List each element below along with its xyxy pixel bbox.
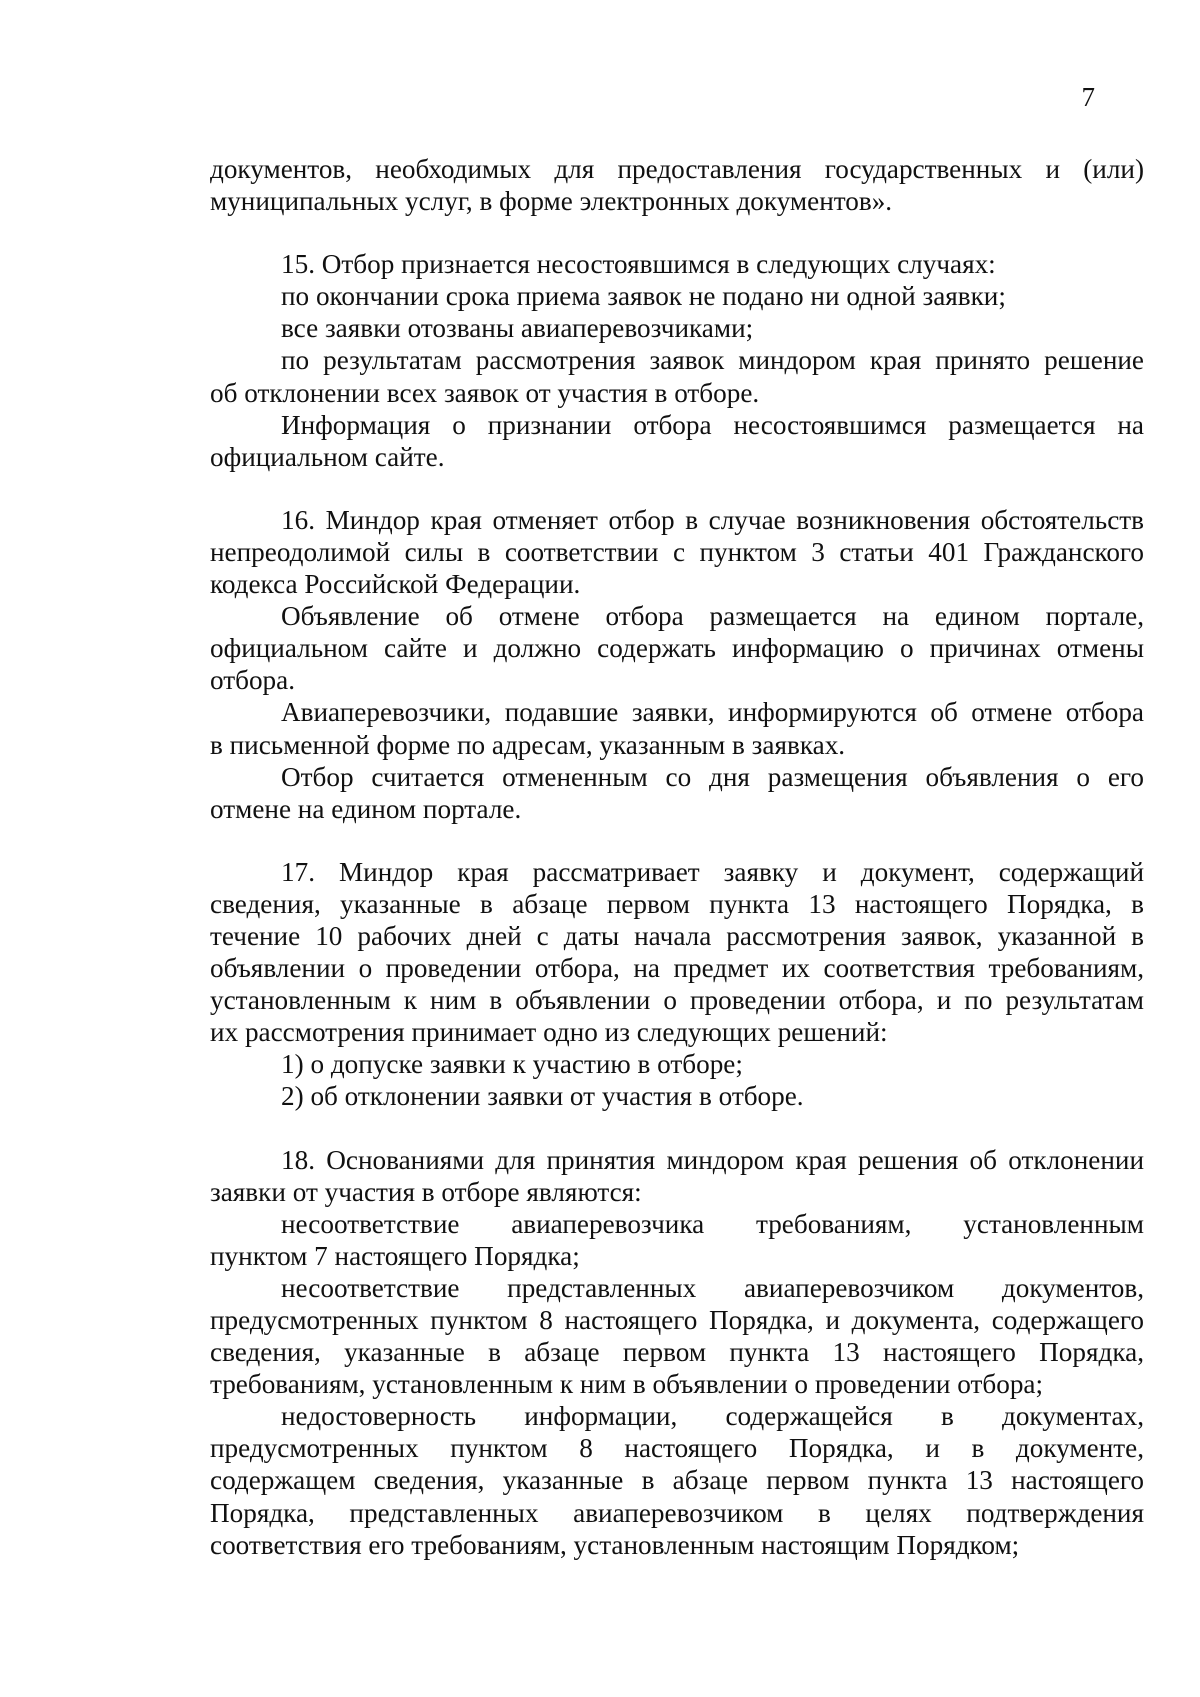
paragraph — [210, 504, 1144, 600]
text-line: 1) о допуске заявки к участию в отборе; — [281, 1049, 743, 1080]
text-line: отбора. — [210, 665, 296, 696]
text-line: несоответствие представленных авиаперевозчиком документов, — [281, 1272, 1144, 1303]
paragraph — [210, 600, 1144, 696]
text-line: Объявление об отмене отбора размещается на едином портале, — [281, 601, 1144, 632]
paragraph — [210, 1400, 1144, 1560]
paragraph — [210, 856, 1144, 1049]
text-line: официальном сайте и должно содержать информацию о причинах отмены — [210, 633, 1144, 664]
text-line: 15. Отбор признается несостоявшимся в следующих случаях: — [281, 249, 996, 280]
text-line: отмене на едином портале. — [210, 793, 522, 824]
text-line: по результатам рассмотрения заявок миндором края принято решение — [281, 345, 1144, 376]
text-line: официальном сайте. — [210, 441, 445, 472]
section-item15 — [210, 248, 1144, 473]
paragraph — [210, 312, 1144, 344]
paragraph — [210, 153, 1144, 217]
text-line: 16. Миндор края отменяет отбор в случае возникновения обстоятельств — [281, 504, 1144, 535]
section-item16 — [210, 504, 1144, 825]
text-line: пунктом 7 настоящего Порядка; — [210, 1240, 580, 1271]
text-line: соответствия его требованиям, установленным настоящим Порядком; — [210, 1529, 1020, 1560]
page-number: 7 — [1081, 82, 1095, 112]
section-intro — [210, 153, 1144, 217]
paragraph — [210, 280, 1144, 312]
text-line: по окончании срока приема заявок не подано ни одной заявки; — [281, 281, 1006, 312]
text-line: заявки от участия в отборе являются: — [210, 1176, 642, 1207]
text-line: установленным к ним в объявлении о проведении отбора, и по результатам — [210, 985, 1144, 1016]
paragraph — [210, 1048, 1144, 1080]
section-gap — [210, 473, 1144, 504]
paragraph — [210, 1272, 1144, 1400]
text-line: предусмотренных пунктом 8 настоящего Порядка, и документа, содержащего — [210, 1305, 1144, 1335]
paragraph — [210, 409, 1144, 473]
text-line: в письменной форме по адресам, указанным в заявках. — [210, 729, 846, 760]
section-gap — [210, 217, 1144, 248]
text-line: документов, необходимых для предоставления государственных и (или) — [210, 154, 1144, 184]
text-line: Отбор считается отмененным со дня размещения объявления о его — [281, 761, 1144, 792]
text-line: объявлении о проведении отбора, на предмет их соответствия требованиям, — [210, 953, 1144, 984]
text-line: их рассмотрения принимает одно из следующих решений: — [210, 1017, 888, 1048]
text-line: Порядка, представленных авиаперевозчиком в целях подтверждения — [210, 1497, 1144, 1528]
text-line: течение 10 рабочих дней с даты начала рассмотрения заявок, указанной в — [210, 920, 1144, 951]
section-gap — [210, 825, 1144, 856]
paragraph — [210, 1080, 1144, 1112]
section-gap — [210, 1113, 1144, 1144]
text-line: предусмотренных пунктом 8 настоящего Порядка, и в документе, — [210, 1433, 1144, 1464]
text-line: все заявки отозваны авиаперевозчиками; — [281, 313, 754, 344]
paragraph — [210, 248, 1144, 280]
text-line: непреодолимой силы в соответствии с пунктом 3 статьи 401 Гражданского — [210, 536, 1144, 567]
text-line: 18. Основаниями для принятия миндором края решения об отклонении — [281, 1144, 1144, 1175]
text-line: 2) об отклонении заявки от участия в отборе. — [281, 1081, 804, 1112]
document-body — [210, 153, 1144, 1561]
paragraph — [210, 761, 1144, 825]
paragraph — [210, 344, 1144, 408]
text-line: сведения, указанные в абзаце первом пункта 13 настоящего Порядка, в — [210, 888, 1144, 919]
text-line: об отклонении всех заявок от участия в отборе. — [210, 377, 760, 408]
section-item18 — [210, 1144, 1144, 1561]
paragraph — [210, 1144, 1144, 1208]
text-line: сведения, указанные в абзаце первом пункта 13 настоящего Порядка, — [210, 1337, 1144, 1368]
text-line: содержащем сведения, указанные в абзаце первом пункта 13 настоящего — [210, 1465, 1144, 1496]
text-line: Информация о признании отбора несостоявшимся размещается на — [281, 409, 1144, 440]
text-line: кодекса Российской Федерации. — [210, 569, 581, 600]
text-line: Авиаперевозчики, подавшие заявки, информируются об отмене отбора — [281, 697, 1144, 728]
paragraph — [210, 1208, 1144, 1272]
paragraph — [210, 696, 1144, 760]
text-line: 17. Миндор края рассматривает заявку и документ, содержащий — [281, 856, 1144, 887]
text-line: муниципальных услуг, в форме электронных документов». — [210, 186, 893, 217]
text-line: несоответствие авиаперевозчика требованиям, установленным — [281, 1208, 1144, 1239]
text-line: недостоверность информации, содержащейся в документах, — [281, 1401, 1144, 1432]
section-item17 — [210, 856, 1144, 1113]
text-line: требованиям, установленным к ним в объявлении о проведении отбора; — [210, 1369, 1044, 1400]
